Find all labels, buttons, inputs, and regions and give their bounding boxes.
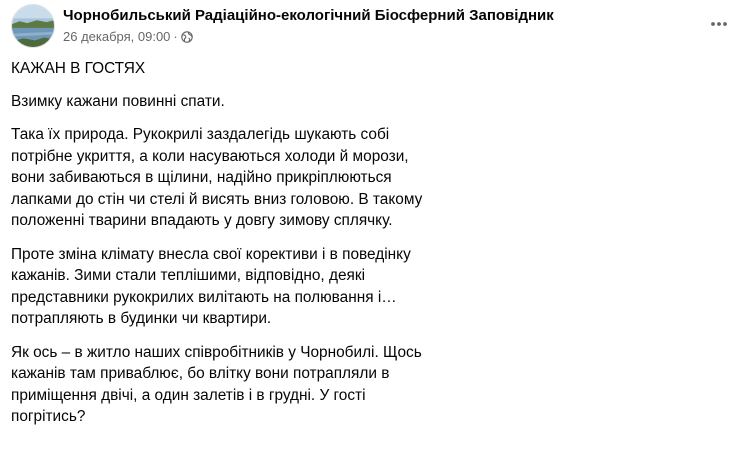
post-header <box>11 4 733 48</box>
globe-icon[interactable] <box>181 31 193 43</box>
post-text <box>11 58 441 440</box>
post-meta <box>63 29 193 44</box>
post-paragraph: Проте зміна клімату внесла свої корективи і в поведінку кажанів. Зими стали теплішими, відповідно, деякі представники рукокрилих вилітають на полювання і… потрапляють в будинки чи квартири. <box>11 245 411 327</box>
more-horizontal-icon <box>709 14 729 34</box>
page-avatar[interactable] <box>11 4 55 48</box>
post-paragraph: Як ось – в житло наших співробітників у Чорнобилі. Щось кажанів там приваблює, бо влітку вони потрапляли в приміщення двічі, а один залетів і в грудні. У гості погрітись? <box>11 343 422 425</box>
page-name-link[interactable]: Чорнобильський Радіаційно-екологічний Біосферний Заповідник <box>63 7 554 24</box>
avatar-landscape-image <box>12 5 54 47</box>
post-title: КАЖАН В ГОСТЯХ <box>11 60 146 77</box>
post-timestamp-link[interactable]: 26 декабря, 09:00 <box>63 29 171 44</box>
meta-separator: · <box>173 29 178 44</box>
post-paragraph: Така їх природа. Рукокрилі заздалегідь шукають собі потрібне укриття, а коли насуваються холоди й морози, вони забиваються в щілини, надійно прикріплюються лапками до стін чи стелі й висять вниз головою. В такому положенні тварини впадають у довгу зимову сплячку. <box>11 126 423 229</box>
post-paragraph: Взимку кажани повинні спати. <box>11 92 225 110</box>
more-options-button[interactable] <box>705 10 733 38</box>
